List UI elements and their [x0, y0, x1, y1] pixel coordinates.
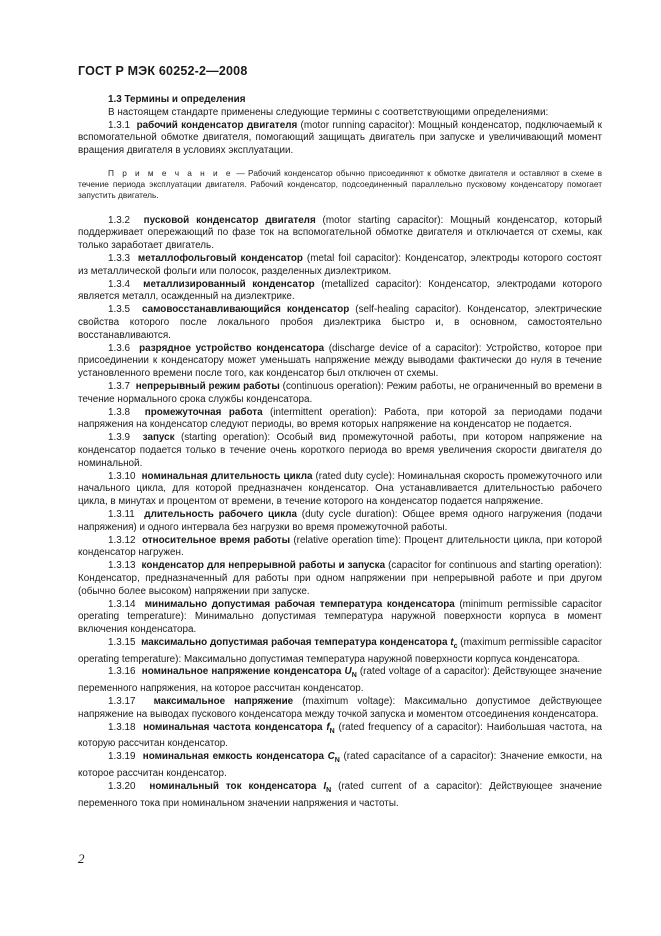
term-number: 1.3.7	[108, 380, 130, 392]
term-symbol-subscript: N	[329, 727, 335, 735]
term-name: непрерывный режим работы	[135, 380, 280, 392]
term-number: 1.3.2	[108, 214, 130, 226]
term-definition: (rated current of a capacitor): Действующее значение переменного тока при номинальном значении напряжения и частоты.	[78, 780, 602, 809]
term-paragraph	[78, 535, 602, 561]
term-definition: (rated capacitance of a capacitor): Значение емкости, на которое рассчитан конденсатор.	[78, 751, 602, 779]
term-number: 1.3.3	[108, 252, 130, 264]
term-name: самовосстанавливающийся конденсатор	[142, 304, 350, 316]
term-symbol: U	[344, 666, 352, 678]
term-name: пусковой конденсатор двигателя	[143, 214, 316, 226]
intro-paragraph: В настоящем стандарте применены следующие термины с соответствующими определениями:	[108, 106, 549, 118]
term-definition: (maximum permissible capacitor operating temperature): Максимально допустимая температура наружной поверхности корпуса конденсатора.	[78, 636, 602, 665]
term-name: конденсатор для непрерывной работы и запуска	[141, 560, 386, 572]
term-number: 1.3.11	[108, 508, 135, 520]
term-number: 1.3.16	[108, 666, 136, 678]
term-paragraph	[78, 471, 602, 509]
term-name: длительность рабочего цикла	[144, 508, 298, 520]
term-paragraph	[78, 696, 602, 722]
term-number: 1.3.12	[108, 534, 136, 546]
term-definition: (rated duty cycle): Номинальная скорость промежуточного или начального цикла, для которой предназначен конденсатор. Она устанавливается длительностью рабочего цикла, в минутах и процентом от времени, в течение которого на конденсатор подается напряжение.	[78, 470, 602, 508]
term-name: номинальный ток конденсатора	[149, 780, 317, 792]
term-name: максимальное напряжение	[153, 696, 294, 708]
term-paragraph	[78, 304, 602, 342]
term-name: номинальная частота конденсатора	[143, 721, 323, 733]
term-definition: (starting operation): Особый вид промежуточной работы, при котором напряжение на конденсатор подается только в течение очень короткого периода во время увеличения скорости двигателя до номинальной.	[78, 432, 602, 469]
term-name: запуск	[142, 432, 175, 444]
term-number: 1.3.5	[108, 304, 130, 316]
term-definition: (motor running capacitor): Мощный конденсатор, подключаемый к вспомогательной обмотке двигателя, помогающий защищать двигатель при запуске и увеличивающий момент вращения двигателя в условиях эксплуатации.	[78, 119, 602, 157]
term-number: 1.3.20	[108, 780, 136, 792]
term-paragraph	[78, 343, 602, 381]
term-paragraph	[78, 599, 602, 637]
term-definition: (discharge device of a capacitor): Устройство, которое при присоединении к конденсатору может уменьшать напряжение между выводами фактически до нуля в течение установленного времени после того, как конденсатор был отключен от схемы.	[78, 342, 602, 380]
term-paragraph	[78, 560, 602, 598]
term-number: 1.3.8	[108, 406, 130, 418]
term-paragraph	[78, 509, 602, 535]
term-paragraph	[78, 279, 602, 305]
term-definition: (self-healing capacitor). Конденсатор, электрические свойства которого после локального пробоя диэлектрика быстро и, в основном, самостоятельно восстанавливаются.	[78, 304, 602, 341]
term-number: 1.3.9	[108, 432, 130, 444]
term-number: 1.3.1	[108, 119, 130, 131]
term-symbol: f	[326, 721, 330, 733]
term-number: 1.3.14	[108, 598, 136, 610]
term-name: относительное время работы	[142, 534, 291, 546]
term-definition: (rated voltage of a capacitor): Действующее значение переменного напряжения, на которое рассчитан конденсатор.	[78, 666, 602, 695]
term-number: 1.3.13	[108, 560, 136, 572]
term-number: 1.3.19	[108, 751, 136, 763]
terms-list	[78, 120, 602, 811]
term-symbol-subscript: c	[453, 642, 458, 650]
term-number: 1.3.15	[108, 636, 136, 648]
term-symbol: C	[327, 751, 335, 763]
term-paragraph	[78, 781, 602, 811]
section-heading	[78, 94, 602, 107]
term-name: промежуточная работа	[144, 406, 263, 418]
term-name: номинальная емкость конденсатора	[142, 751, 324, 763]
term-definition: (duty cycle duration): Общее время одного нагружения (подачи напряжения) и одного интервала без нагрузки во время промежуточной работы.	[78, 508, 602, 533]
term-definition: (continuous operation): Режим работы, не ограниченный во времени в течение нормального срока службы конденсатора.	[78, 380, 603, 405]
term-symbol-subscript: N	[351, 672, 357, 680]
note-text: — Рабочий конденсатор обычно присоединяют к обмотке двигателя и оставляют в схеме в течение периода эксплуатации двигателя. Рабочий конденсатор, подсоединенный параллельно пусковому конденсатору помогает запустить двигатель.	[78, 167, 602, 201]
term-number: 1.3.4	[108, 278, 130, 290]
term-definition: (intermittent operation): Работа, при которой за периодами подачи напряжения на конденсатор следуют периоды, во время которых напряжение на конденсатор не подается.	[78, 406, 603, 431]
term-definition: (capacitor for continuous and starting operation): Конденсатор, предназначенный для работы при одном напряжении при непрерывной работе и при другом (обычно более высоком) напряжении при запуске.	[78, 560, 602, 597]
term-definition: (rated frequency of a capacitor): Наибольшая частота, на которую рассчитан конденсатор.	[78, 721, 602, 750]
term-definition: (metal foil capacitor): Конденсатор, электроды которого состоят из металлической фольги или полосок, разделенных диэлектриком.	[78, 252, 602, 277]
term-paragraph	[78, 637, 602, 667]
term-number: 1.3.10	[108, 470, 136, 482]
term-symbol-subscript: N	[334, 757, 340, 765]
term-name: максимально допустимая рабочая температура конденсатора	[141, 636, 448, 648]
term-symbol: I	[323, 780, 327, 792]
term-definition: (relative operation time): Процент длительности цикла, при которой конденсатор нагружен.	[78, 534, 602, 559]
term-paragraph	[78, 432, 602, 470]
term-paragraph	[78, 120, 602, 158]
term-paragraph	[78, 722, 602, 752]
term-paragraph	[78, 407, 602, 433]
term-number: 1.3.18	[108, 721, 136, 733]
note-label: П р и м е ч а н и е	[108, 167, 233, 178]
term-paragraph	[78, 381, 602, 407]
term-paragraph	[78, 666, 602, 696]
page-number: 2	[78, 851, 85, 866]
term-definition: (motor starting capacitor): Мощный конденсатор, который поддерживает опережающий по фазе ток на вспомогательной обмотке двигателя и отключается от схемы, как только заработает двигатель.	[78, 214, 602, 252]
document-header: ГОСТ Р МЭК 60252-2—2008	[78, 64, 248, 78]
term-name: разрядное устройство конденсатора	[139, 342, 325, 354]
document-body	[78, 94, 602, 810]
term-paragraph	[78, 751, 602, 781]
term-symbol-subscript: N	[326, 786, 332, 794]
term-paragraph	[78, 215, 602, 253]
term-definition: (maximum voltage): Максимально допустимое действующее напряжение на выводах пускового конденсатора между точкой запуска и моментом отсоединения конденсатора.	[78, 696, 602, 720]
term-definition: (metallized capacitor): Конденсатор, электродами которого является металл, осажденный на диэлектрике.	[78, 278, 602, 303]
section-title: Термины и определения	[124, 94, 246, 105]
term-symbol: t	[450, 636, 454, 648]
term-number: 1.3.6	[108, 342, 130, 354]
section-number: 1.3	[108, 94, 122, 105]
term-number: 1.3.17	[108, 696, 136, 708]
term-name: номинальная длительность цикла	[141, 470, 313, 482]
note-paragraph	[78, 168, 602, 202]
term-paragraph	[78, 253, 602, 279]
term-name: номинальное напряжение конденсатора	[141, 666, 342, 678]
term-name: минимально допустимая рабочая температура конденсатора	[144, 598, 455, 610]
term-name: рабочий конденсатор двигателя	[136, 119, 298, 131]
term-name: металлизированный конденсатор	[143, 278, 315, 290]
term-name: металлофольговый конденсатор	[137, 252, 303, 264]
term-definition: (minimum permissible capacitor operating temperature): Минимально допустимая температура наружной поверхности корпуса в момент включения конденсатора.	[78, 598, 602, 636]
